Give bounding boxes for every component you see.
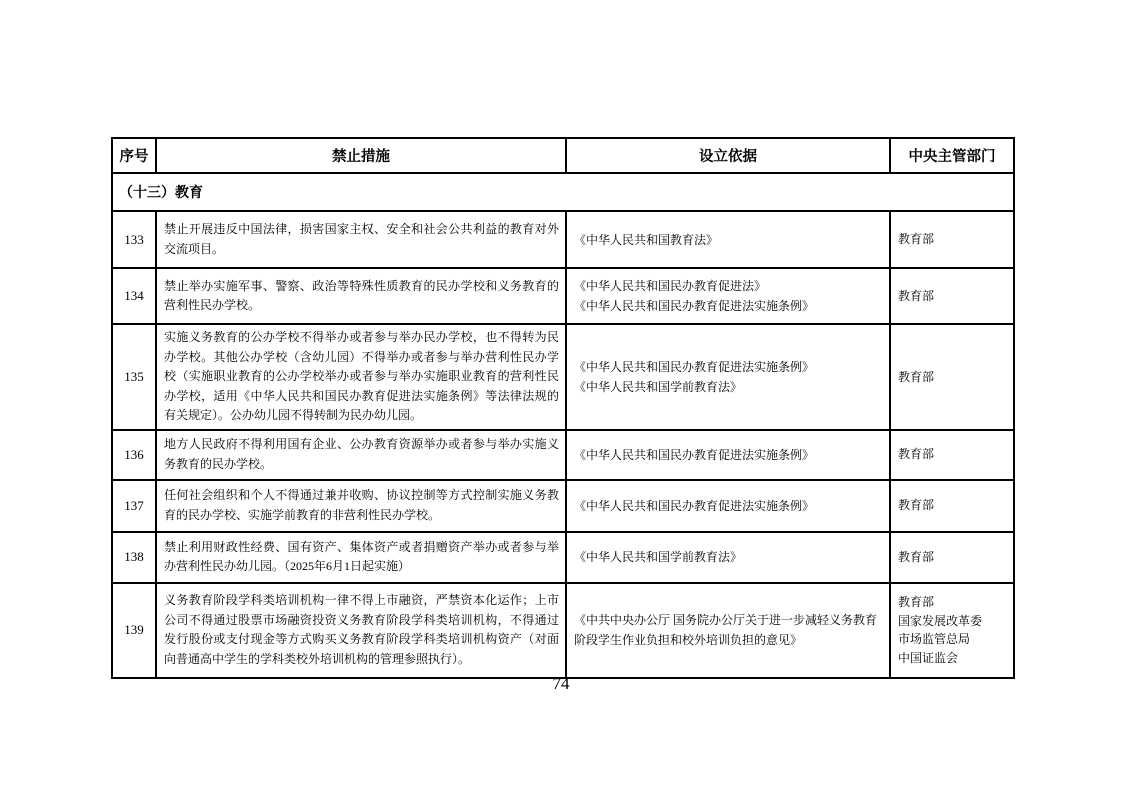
cell-department <box>890 583 1014 678</box>
table-row <box>112 211 1014 268</box>
basis-line: 《中华人民共和国学前教育法》 <box>574 379 743 394</box>
cell-measure: 义务教育阶段学科类培训机构一律不得上市融资，严禁资本化运作；上市公司不得通过股票市场融资投资义务教育阶段学科类培训机构，不得通过发行股份或支付现金等方式购买义务教育阶段学科类培训机构资产（对面向普通高中学生的学科类校外培训机构的管理参照执行）。 <box>156 583 566 678</box>
cell-department <box>890 480 1014 532</box>
cell-department <box>890 268 1014 324</box>
cell-basis <box>566 480 890 532</box>
table-row <box>112 430 1014 480</box>
cell-basis <box>566 430 890 480</box>
basis-line: 《中华人民共和国学前教育法》 <box>574 550 743 564</box>
cell-basis <box>566 268 890 324</box>
cell-basis <box>566 532 890 583</box>
basis-line: 《中华人民共和国民办教育促进法实施条例》 <box>574 299 815 313</box>
table-row <box>112 480 1014 532</box>
cell-no: 136 <box>112 430 156 480</box>
basis-line: 《中华人民共和国民办教育促进法》 <box>574 279 767 293</box>
prohibition-table <box>111 137 1015 679</box>
table-header-row <box>112 138 1014 173</box>
cell-basis <box>566 583 890 678</box>
cell-measure: 禁止举办实施军事、警察、政治等特殊性质教育的民办学校和义务教育的营利性民办学校。 <box>156 268 566 324</box>
cell-measure: 禁止开展违反中国法律，损害国家主权、安全和社会公共利益的教育对外交流项目。 <box>156 211 566 268</box>
cell-department <box>890 430 1014 480</box>
cell-department <box>890 211 1014 268</box>
cell-department <box>890 324 1014 430</box>
department-line: 教育部 <box>898 498 935 513</box>
cell-no: 135 <box>112 324 156 430</box>
column-header-measure: 禁止措施 <box>156 138 566 173</box>
department-line: 国家发展改革委 <box>898 613 983 628</box>
column-header-department: 中央主管部门 <box>890 138 1014 173</box>
column-header-basis: 设立依据 <box>566 138 890 173</box>
department-line: 教育部 <box>898 232 935 247</box>
department-line: 教育部 <box>898 288 935 303</box>
cell-basis <box>566 324 890 430</box>
table-row <box>112 532 1014 583</box>
basis-line: 《中华人民共和国教育法》 <box>574 232 719 247</box>
cell-no: 133 <box>112 211 156 268</box>
department-line: 教育部 <box>898 549 935 564</box>
department-line: 教育部 <box>898 369 935 384</box>
cell-measure: 实施义务教育的公办学校不得举办或者参与举办民办学校，也不得转为民办学校。其他公办学校（含幼儿园）不得举办或者参与举办营利性民办学校（实施职业教育的公办学校举办或者参与举办实施职业教育的营利性民办学校，适用《中华人民共和国民办教育促进法实施条例》等法律法规的有关规定）。公办幼儿园不得转制为民办幼儿园。 <box>156 324 566 430</box>
basis-line: 《中华人民共和国民办教育促进法实施条例》 <box>574 498 815 513</box>
cell-no: 138 <box>112 532 156 583</box>
cell-basis <box>566 211 890 268</box>
cell-no: 134 <box>112 268 156 324</box>
basis-line: 《中华人民共和国民办教育促进法实施条例》 <box>574 447 815 462</box>
basis-line: 《中华人民共和国民办教育促进法实施条例》 <box>574 359 815 374</box>
cell-measure: 任何社会组织和个人不得通过兼并收购、协议控制等方式控制实施义务教育的民办学校、实施学前教育的非营利性民办学校。 <box>156 480 566 532</box>
department-line: 教育部 <box>898 595 935 609</box>
column-header-no: 序号 <box>112 138 156 173</box>
department-line: 市场监管总局 <box>898 632 971 646</box>
table-row <box>112 583 1014 678</box>
section-header: （十三）教育 <box>112 173 1014 211</box>
department-line: 教育部 <box>898 447 935 462</box>
page-number: 74 <box>552 674 570 693</box>
section-row <box>112 173 1014 211</box>
cell-no: 139 <box>112 583 156 678</box>
table-row <box>112 268 1014 324</box>
basis-line: 《中共中央办公厅 国务院办公厅关于进一步减轻义务教育阶段学生作业负担和校外培训负担的意见》 <box>574 613 878 647</box>
cell-no: 137 <box>112 480 156 532</box>
department-line: 中国证监会 <box>898 650 959 665</box>
cell-measure: 禁止利用财政性经费、国有资产、集体资产或者捐赠资产举办或者参与举办营利性民办幼儿园。（2025年6月1日起实施） <box>156 532 566 583</box>
table-row <box>112 324 1014 430</box>
cell-department <box>890 532 1014 583</box>
cell-measure: 地方人民政府不得利用国有企业、公办教育资源举办或者参与举办实施义务教育的民办学校。 <box>156 430 566 480</box>
